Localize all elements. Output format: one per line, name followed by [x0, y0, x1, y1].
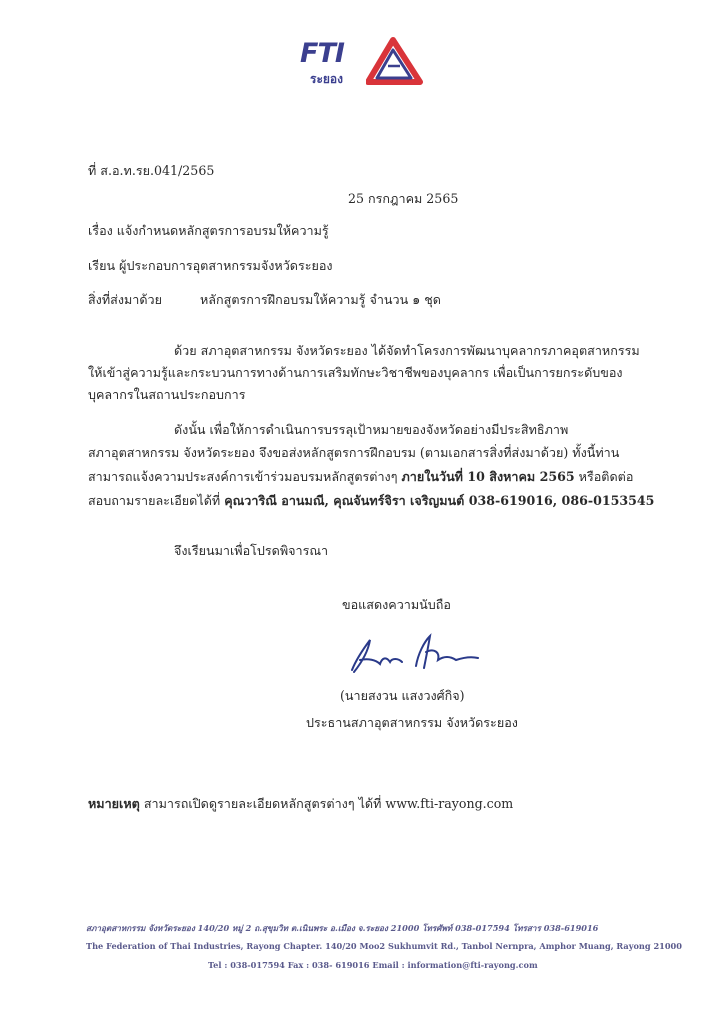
deadline-text: ภายในวันที่ 10 สิงหาคม 2565: [401, 469, 575, 484]
logo-subtitle: ระยอง: [310, 72, 343, 86]
enclosure-text: หลักสูตรการฝึกอบรมให้ความรู้ จำนวน ๑ ชุด: [200, 292, 441, 307]
note: [88, 796, 513, 812]
paragraph-1-line-3: บุคลากรในสถานประกอบการ: [88, 387, 246, 402]
paragraph-2-line-4: [88, 490, 654, 512]
letter-recipient: เรียน ผู้ประกอบการอุตสาหกรรมจังหวัดระยอง: [88, 258, 333, 273]
footer-contact: Tel : 038-017594 Fax : 038- 619016 Email : information@fti-rayong.com: [208, 960, 538, 970]
letter-subject: เรื่อง แจ้งกำหนดหลักสูตรการอบรมให้ความรู้: [88, 223, 329, 238]
signer-title: ประธานสภาอุตสาหกรรม จังหวัดระยอง: [306, 715, 518, 730]
enclosure-label: สิ่งที่ส่งมาด้วย: [88, 292, 162, 307]
paragraph-1-line-1: ด้วย สภาอุตสาหกรรม จังหวัดระยอง ได้จัดทำโครงการพัฒนาบุคลากรภาคอุตสาหกรรม: [174, 343, 640, 358]
paragraph-2-line-4-text: สอบถามรายละเอียดได้ที่: [88, 493, 221, 508]
note-text: สามารถเปิดดูรายละเอียดหลักสูตรต่างๆ ได้ที่ www.fti-rayong.com: [143, 796, 514, 811]
note-label: หมายเหตุ: [88, 796, 140, 811]
fti-rayong-logo: [300, 36, 425, 96]
contact-persons: คุณวาริณี อานมณี, คุณจันทร์จิรา เจริญมนต์ 038-619016, 086-0153545: [224, 493, 655, 508]
document-reference-number: ที่ ส.อ.ท.รย.041/2565: [88, 163, 215, 178]
handwritten-signature: [346, 630, 486, 680]
footer-english-address: The Federation of Thai Industries, Rayong Chapter. 140/20 Moo2 Sukhumvit Rd., Tanbol Nernpra, Amphor Muang, Rayong 21000: [86, 941, 682, 951]
closing-request: จึงเรียนมาเพื่อโปรดพิจารณา: [174, 543, 329, 558]
paragraph-1-line-2: ให้เข้าสู่ความรู้และกระบวนการทางด้านการเสริมทักษะวิชาชีพของบุคลากร เพื่อเป็นการยกระดับของ: [88, 365, 623, 380]
paragraph-2-line-3-tail: หรือติดต่อ: [578, 469, 634, 484]
fti-triangle-logo-mark: [366, 36, 424, 86]
closing-salutation: ขอแสดงความนับถือ: [342, 597, 451, 612]
footer-thai-address: สภาอุตสาหกรรม จังหวัดระยอง 140/20 หมู่ 2 ถ.สุขุมวิท ต.เนินพระ อ.เมือง จ.ระยอง 21000 โทรศัพท์ 038-017594 โทรสาร 038-619016: [86, 923, 599, 933]
logo-brand-text: FTI: [300, 38, 344, 69]
paragraph-2-line-3: [88, 466, 633, 488]
paragraph-2-line-3-text: สามารถแจ้งความประสงค์การเข้าร่วมอบรมหลักสูตรต่างๆ: [88, 469, 398, 484]
paragraph-2-line-1: ดังนั้น เพื่อให้การดำเนินการบรรลุเป้าหมายของจังหวัดอย่างมีประสิทธิภาพ: [174, 422, 569, 437]
signer-name: (นายสงวน แสงวงศ์กิจ): [340, 688, 465, 703]
document-date: 25 กรกฎาคม 2565: [348, 191, 459, 206]
paragraph-2-line-2: สภาอุตสาหกรรม จังหวัดระยอง จึงขอส่งหลักสูตรการฝึกอบรม (ตามเอกสารสิ่งที่ส่งมาด้วย) ทั้งนี้ท่าน: [88, 445, 620, 460]
